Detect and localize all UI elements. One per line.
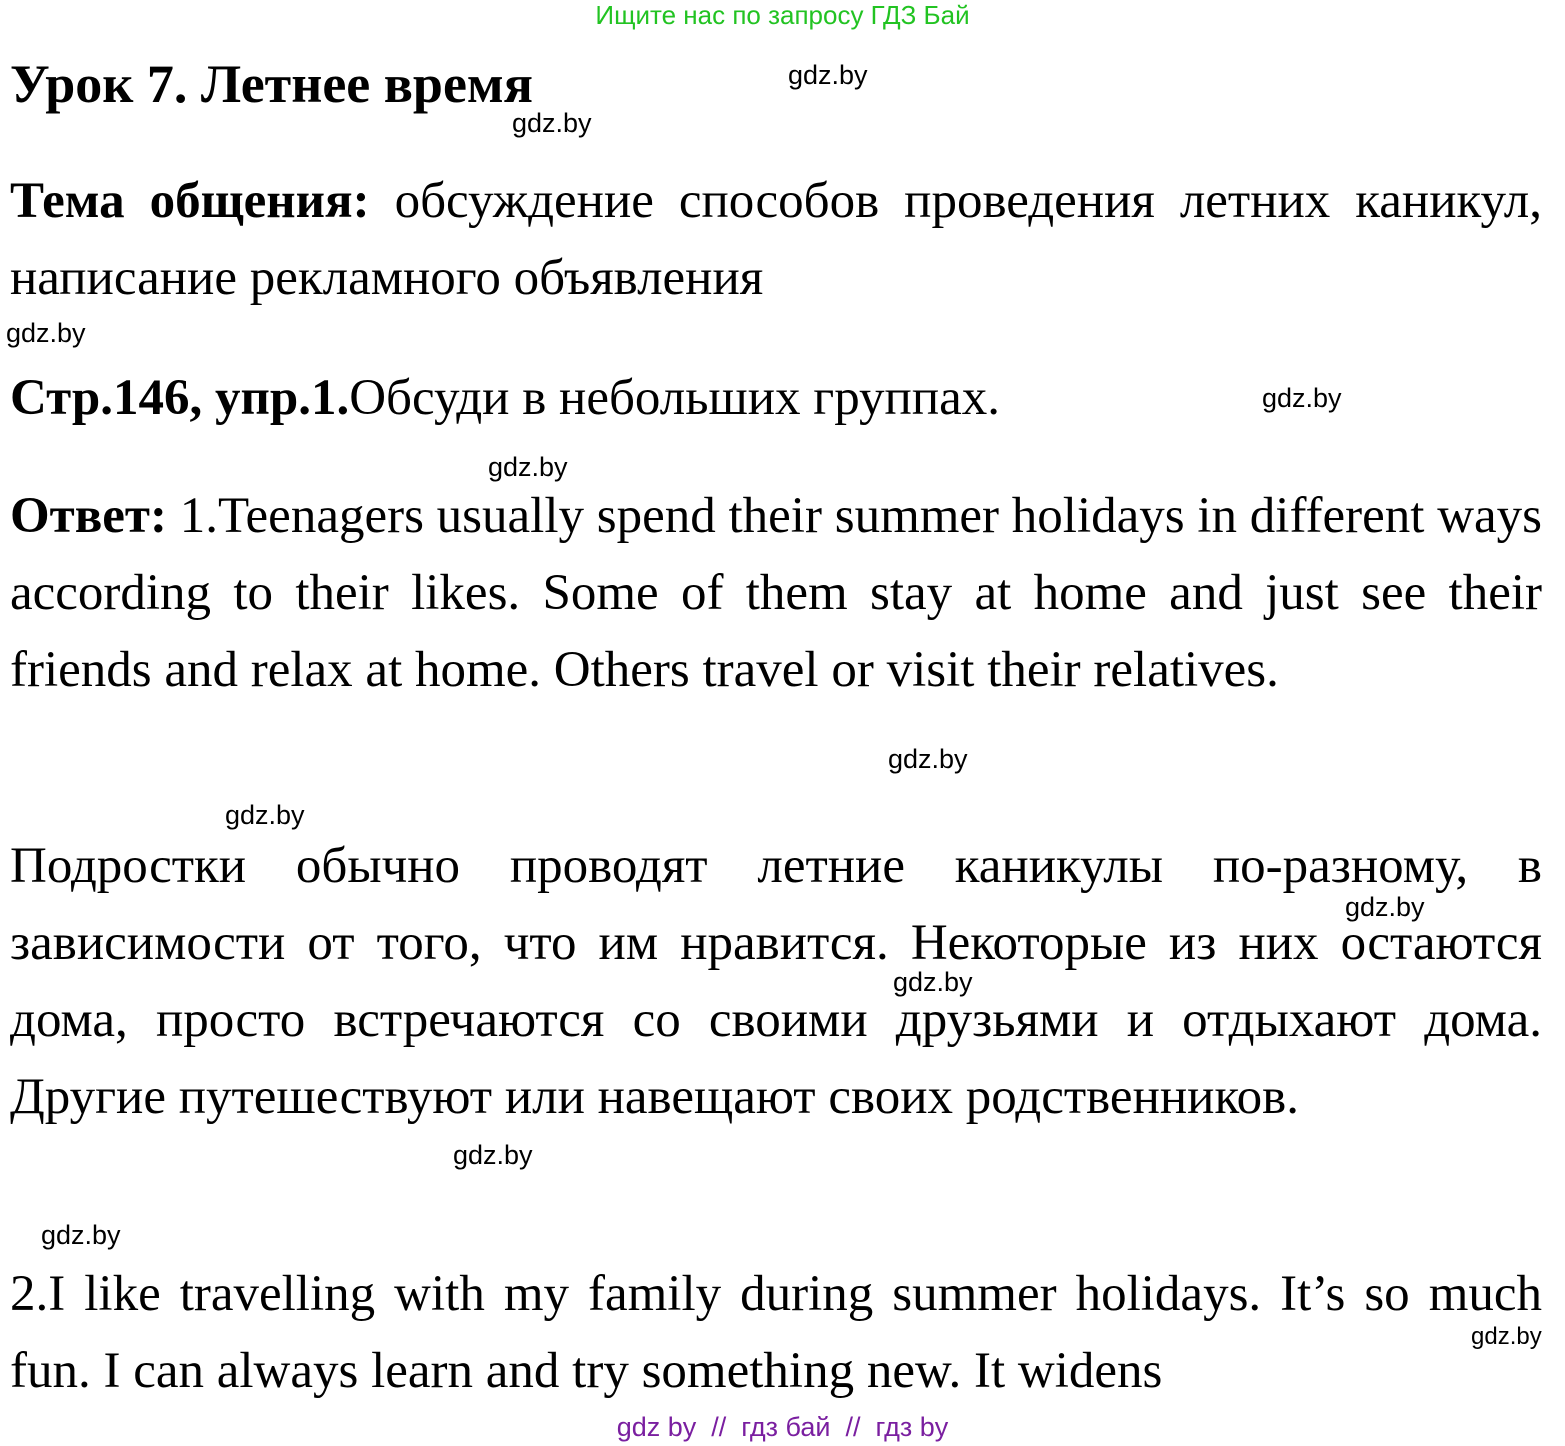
watermark: gdz.by	[788, 60, 868, 90]
exercise-line	[10, 360, 1000, 437]
topic-paragraph	[10, 163, 1542, 317]
answer-text-1: 1.Teenagers usually spend their summer holidays in different ways according to their likes. Some of them stay at home and just see their friends and relax at home. Others travel or visit their relatives.	[10, 488, 1543, 698]
watermark: gdz.by	[488, 452, 568, 482]
translation-paragraph: Подростки обычно проводят летние каникулы по-разному, в зависимости от того, что им нравится. Некоторые из них остаются дома, просто встречаются со своими друзьями и отдыхают дома. Другие путешествуют или навещают своих родственников.	[10, 838, 1542, 1125]
answer-paragraph-2: 2.I like travelling with my family during summer holidays. It’s so much fun. I can always learn and try something new. It widens	[10, 1266, 1542, 1399]
watermark: gdz.by	[888, 744, 968, 774]
topic-text: обсуждение способов проведения летних каникул, написание рекламного объявления	[10, 173, 1542, 306]
watermark: gdz.by	[893, 967, 973, 997]
watermark: gdz.by	[512, 108, 592, 138]
footer-watermark: gdz by // гдз бай // гдз by	[616, 1412, 949, 1442]
search-banner: Ищите нас по запросу ГДЗ Бай	[595, 0, 970, 30]
watermark: gdz.by	[1471, 1323, 1542, 1350]
watermark: gdz.by	[453, 1140, 533, 1170]
watermark: gdz.by	[1345, 892, 1425, 922]
lesson-title: Урок 7. Летнее время	[10, 54, 533, 114]
watermark: gdz.by	[6, 318, 86, 348]
watermark: gdz.by	[41, 1220, 121, 1250]
watermark: gdz.by	[1262, 383, 1342, 413]
topic-label: Тема общения:	[10, 173, 370, 229]
exercise-text: Обсуди в небольших группах.	[349, 370, 1001, 426]
answer-paragraph	[10, 478, 1542, 709]
exercise-label: Стр.146, упр.1.	[10, 370, 350, 426]
watermark: gdz.by	[225, 800, 305, 830]
answer-label: Ответ:	[10, 488, 167, 544]
